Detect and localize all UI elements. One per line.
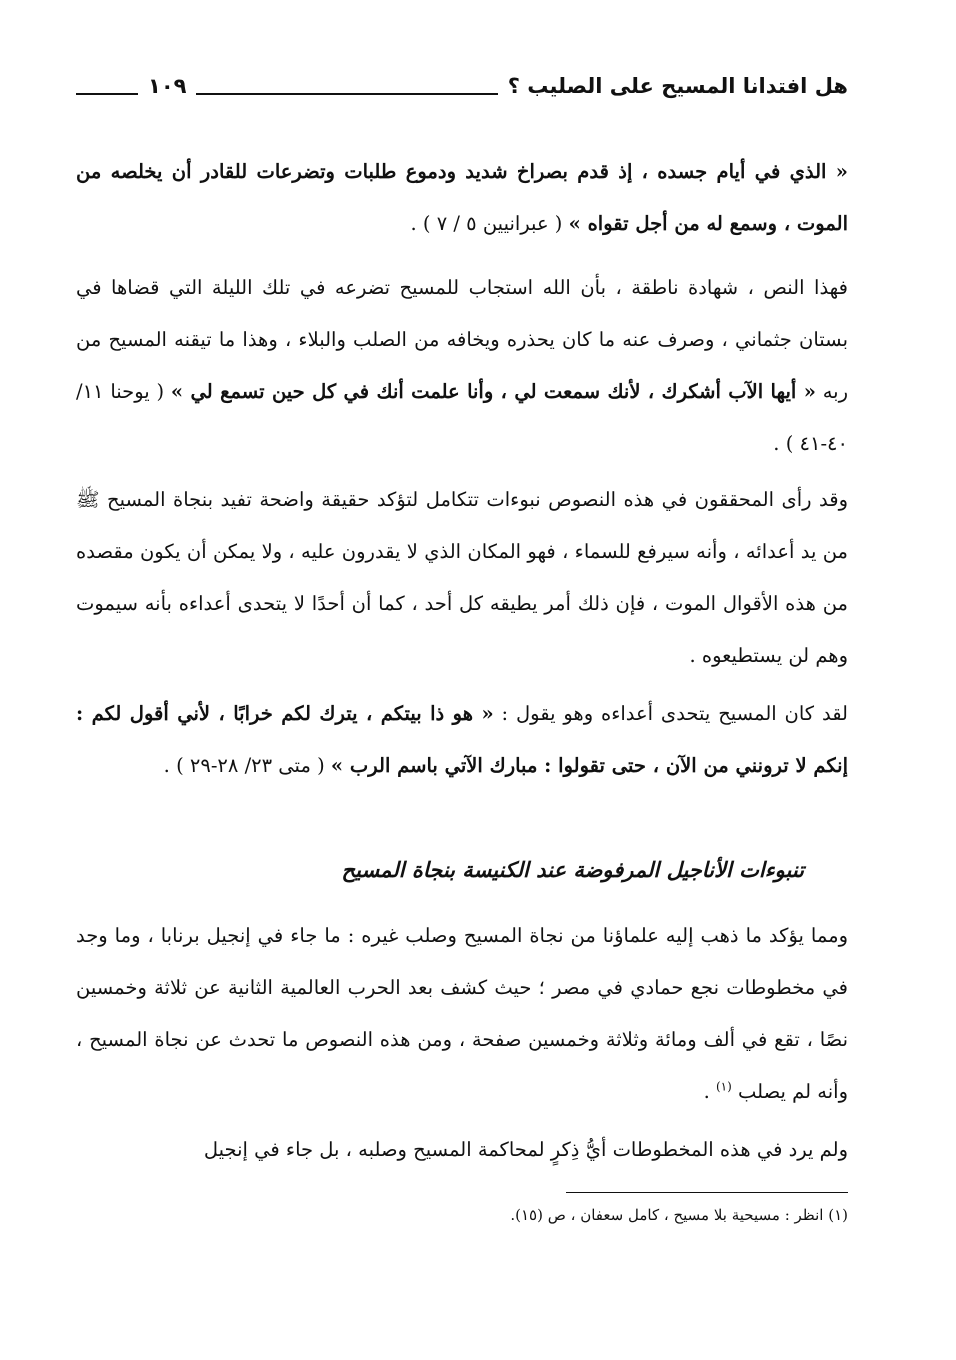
page-number: ١٠٩ <box>148 74 187 98</box>
paragraph-6-text: ولم يرد في هذه المخطوطات أيُّ ذِكرٍ لمحاكمة المسيح وصلبه ، بل جاء في إنجيل <box>203 1138 848 1161</box>
running-header <box>76 66 848 106</box>
paragraph-5-end: . <box>703 1080 716 1103</box>
quote-hebrews: « الذي في أيام جسده ، إذ قدم بصراخ شديد ودموع طلبات وتضرعات للقادر أن يخلصه من الموت ، وسمع له من أجل تقواه » <box>76 160 848 235</box>
quote-matthew: « هو ذا بيتكم ، يترك لكم خرابًا ، لأني أقول لكم : إنكم لا ترونني من الآن ، حتى تقولوا : مبارك الآتي باسم الرب » <box>76 702 848 777</box>
paragraph-6 <box>76 1124 848 1176</box>
footnote-divider <box>566 1192 848 1193</box>
header-rule <box>196 93 497 95</box>
quote-john: « أيها الآب أشكرك ، لأنك سمعت لي ، وأنا علمت أنك في كل حين تسمع لي » <box>170 380 816 403</box>
citation-hebrews: ( عبرانيين ٥ / ٧ ) . <box>410 212 569 235</box>
paragraph-4 <box>76 688 848 792</box>
paragraph-1 <box>76 146 848 250</box>
paragraph-3 <box>76 474 848 682</box>
paragraph-5-text: ومما يؤكد ما ذهب إليه علماؤنا من نجاة المسيح وصلب غيره : ما جاء في إنجيل برنابا ، وما وجد في مخطوطات نجع حمادي في مصر ؛ حيث كشف بعد الحرب العالمية الثانية عن ثلاثة وخمسين نصًا ، تقع في ألف ومائة وثلاثة وخمسين صفحة ، ومن هذه النصوص ما تحدث عن نجاة المسيح ، وأنه لم يصلب <box>76 924 848 1103</box>
section-heading: تنبوءات الأناجيل المرفوضة عند الكنيسة بنجاة المسيح <box>341 858 804 882</box>
citation-matthew: ( متى ٢٣/ ٢٨-٢٩ ) . <box>163 754 331 777</box>
citation-john: ( يوحنا ١١/ ٤٠-٤١ ) . <box>76 380 848 455</box>
footnote-reference[interactable]: (١) <box>715 1079 732 1094</box>
paragraph-5 <box>76 910 848 1118</box>
paragraph-4-text: لقد كان المسيح يتحدى أعداءه وهو يقول : <box>493 702 848 725</box>
footnote: (١) انظر : مسيحية بلا مسيح ، كامل سعفان ، ص (١٥). <box>510 1206 848 1224</box>
paragraph-2-text: فهذا النص ، شهادة ناطقة ، بأن الله استجاب للمسيح تضرعه في تلك الليلة التي قضاها في بستان جثماني ، وصرف عنه ما كان يحذره ويخافه من الصلب والبلاء ، وهذا ما تيقنه المسيح من ربه <box>76 276 849 403</box>
running-title: هل افتدانا المسيح على الصليب ؟ <box>507 74 848 98</box>
paragraph-3-text: وقد رأى المحققون في هذه النصوص نبوءات تتكامل لتؤكد حقيقة واضحة تفيد بنجاة المسيح ﷺ من يد أعدائه ، وأنه سيرفع للسماء ، فهو المكان الذي لا يقدرون عليه ، ولا يمكن أن يكون مقصده من هذه الأقوال الموت ، فإن ذلك أمر يطيقه كل أحد ، كما أن أحدًا لا يتحدى أعداءه بأنه سيموت وهم لن يستطيعوه . <box>76 488 848 667</box>
header-rule-end <box>76 93 138 95</box>
paragraph-2 <box>76 262 848 470</box>
